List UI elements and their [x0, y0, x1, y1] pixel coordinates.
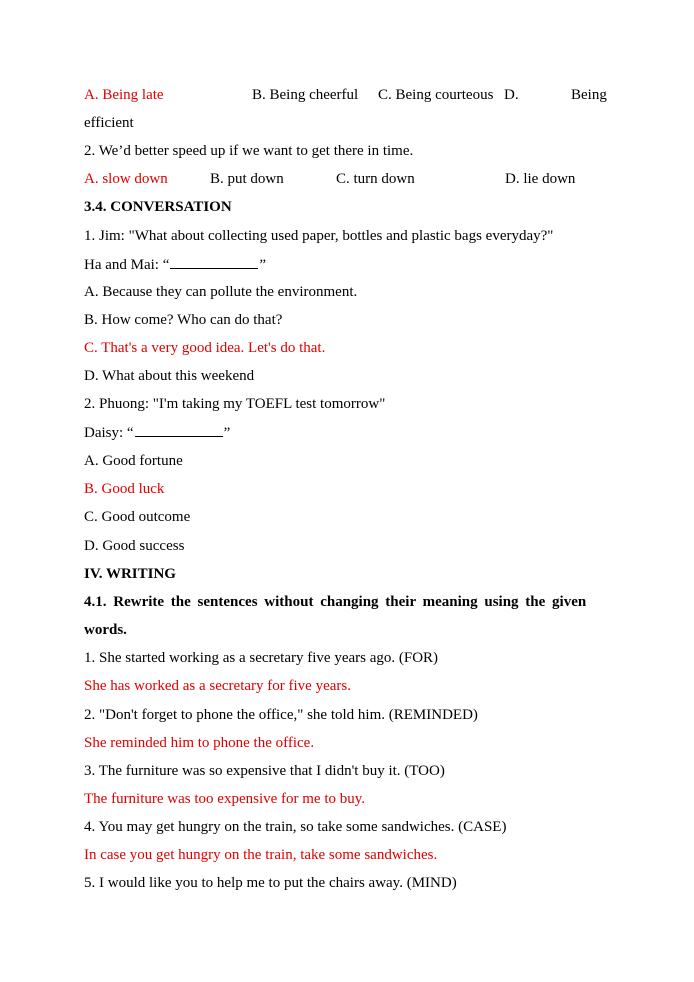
conversation-q2-option-b: B. Good luck — [84, 481, 165, 497]
conversation-q1-option-c: C. That's a very good idea. Let's do that. — [84, 340, 326, 356]
speaker-label: Ha and Mai: “ — [84, 257, 170, 273]
writing-question-2: 2. "Don't forget to phone the office," she told him. (REMINDED) — [84, 707, 478, 723]
writing-sub-heading-line-2: words. — [84, 622, 127, 638]
close-quote: ” — [259, 257, 267, 273]
conversation-q2-option-c: C. Good outcome — [84, 509, 191, 525]
conversation-heading: 3.4. CONVERSATION — [84, 199, 232, 215]
option-d-efficient: efficient — [84, 115, 134, 131]
conversation-q1-text: 1. Jim: "What about collecting used paper, bottles and plastic bags everyday?" — [84, 228, 554, 244]
conversation-q2-text: 2. Phuong: "I'm taking my TOEFL test tomorrow" — [84, 396, 386, 412]
option-d-letter: D. — [504, 87, 519, 103]
writing-question-3: 3. The furniture was so expensive that I didn't buy it. (TOO) — [84, 763, 445, 779]
conversation-q2-response — [84, 423, 230, 442]
conversation-q1-option-a: A. Because they can pollute the environment. — [84, 284, 358, 300]
conversation-q2-option-a: A. Good fortune — [84, 453, 183, 469]
sub-heading-text: 4.1. Rewrite the sentences without changing their meaning using the given — [84, 594, 587, 610]
answer-blank — [135, 423, 223, 437]
option-a-being-late: A. Being late — [84, 87, 164, 103]
q2-option-a: A. slow down — [84, 171, 168, 187]
q2-option-b: B. put down — [210, 171, 284, 187]
close-quote: ” — [223, 425, 231, 441]
conversation-q1-option-d: D. What about this weekend — [84, 368, 255, 384]
conversation-q1-option-b: B. How come? Who can do that? — [84, 312, 283, 328]
conversation-q2-option-d: D. Good success — [84, 538, 185, 554]
option-d-being: Being — [571, 87, 607, 103]
writing-answer-4: In case you get hungry on the train, take some sandwiches. — [84, 847, 438, 863]
writing-sub-heading-line-1 — [84, 593, 611, 611]
option-b-being-cheerful: B. Being cheerful — [252, 87, 359, 103]
writing-question-4: 4. You may get hungry on the train, so take some sandwiches. (CASE) — [84, 819, 507, 835]
writing-question-5: 5. I would like you to help me to put the chairs away. (MIND) — [84, 875, 457, 891]
answer-blank — [170, 255, 258, 269]
q2-option-d: D. lie down — [505, 171, 576, 187]
question-2-text: 2. We’d better speed up if we want to get there in time. — [84, 143, 414, 159]
writing-answer-1: She has worked as a secretary for five years. — [84, 678, 351, 694]
conversation-q1-response — [84, 255, 266, 274]
speaker-label: Daisy: “ — [84, 425, 134, 441]
writing-answer-3: The furniture was too expensive for me to buy. — [84, 791, 366, 807]
q2-option-c: C. turn down — [336, 171, 415, 187]
writing-heading: IV. WRITING — [84, 566, 176, 582]
writing-answer-2: She reminded him to phone the office. — [84, 735, 315, 751]
writing-question-1: 1. She started working as a secretary five years ago. (FOR) — [84, 650, 439, 666]
option-c-being-courteous: C. Being courteous — [378, 87, 494, 103]
